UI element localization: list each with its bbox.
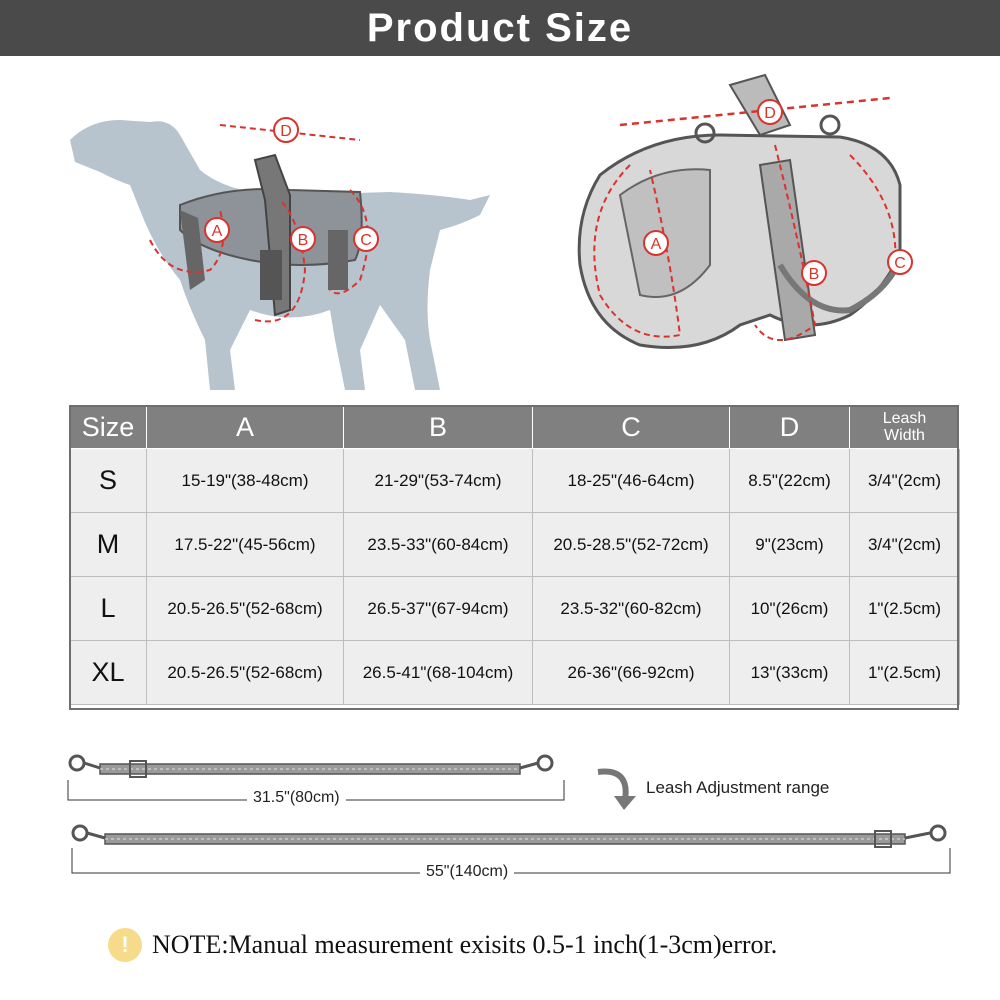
marker-d-right: D	[764, 105, 776, 122]
header-leash-line2: Width	[884, 427, 925, 444]
table-row	[70, 641, 960, 705]
header-leash-line1: Leash	[882, 410, 927, 427]
marker-b-left: B	[297, 232, 309, 249]
warning-icon: !	[108, 928, 142, 962]
c-cell: 23.5-32"(60-82cm)	[533, 577, 730, 641]
short-leash-length: 31.5"(80cm)	[247, 789, 346, 807]
header-b: B	[344, 406, 533, 449]
table-row	[70, 577, 960, 641]
header-size: Size	[70, 406, 147, 449]
width-cell: 3/4"(2cm)	[850, 449, 960, 513]
b-cell: 23.5-33"(60-84cm)	[344, 513, 533, 577]
d-cell: 8.5"(22cm)	[730, 449, 850, 513]
c-cell: 26-36"(66-92cm)	[533, 641, 730, 705]
width-cell: 3/4"(2cm)	[850, 513, 960, 577]
width-cell: 1"(2.5cm)	[850, 577, 960, 641]
width-cell: 1"(2.5cm)	[850, 641, 960, 705]
a-cell: 20.5-26.5"(52-68cm)	[147, 577, 344, 641]
size-cell: M	[70, 513, 147, 577]
table-row	[70, 513, 960, 577]
dog-harness-illustration	[60, 100, 500, 400]
size-cell: L	[70, 577, 147, 641]
harness-illustration	[560, 65, 940, 385]
d-cell: 9"(23cm)	[730, 513, 850, 577]
leash-illustration	[0, 730, 1000, 900]
header-c: C	[533, 406, 730, 449]
c-cell: 18-25"(46-64cm)	[533, 449, 730, 513]
marker-c-left: C	[360, 232, 372, 249]
table-row	[70, 449, 960, 513]
d-cell: 10"(26cm)	[730, 577, 850, 641]
b-cell: 21-29"(53-74cm)	[344, 449, 533, 513]
a-cell: 15-19"(38-48cm)	[147, 449, 344, 513]
header-d: D	[730, 406, 850, 449]
table-header-row	[70, 406, 960, 449]
leash-adjustment-label: Leash Adjustment range	[646, 778, 830, 797]
d-cell: 13"(33cm)	[730, 641, 850, 705]
marker-a-right: A	[650, 236, 662, 253]
marker-d-left: D	[280, 123, 292, 140]
curved-arrow-icon	[598, 772, 626, 800]
size-cell: XL	[70, 641, 147, 705]
header-a: A	[147, 406, 344, 449]
header-banner	[0, 0, 1000, 56]
marker-c-right: C	[894, 255, 906, 272]
page-title: Product Size	[366, 5, 634, 50]
a-cell: 20.5-26.5"(52-68cm)	[147, 641, 344, 705]
long-leash-length: 55"(140cm)	[420, 863, 514, 881]
b-cell: 26.5-41"(68-104cm)	[344, 641, 533, 705]
header-leash-width	[850, 406, 960, 449]
marker-a-left: A	[211, 223, 223, 240]
c-cell: 20.5-28.5"(52-72cm)	[533, 513, 730, 577]
note	[108, 928, 777, 962]
note-text: NOTE:Manual measurement exisits 0.5-1 inch(1-3cm)error.	[152, 930, 778, 959]
b-cell: 26.5-37"(67-94cm)	[344, 577, 533, 641]
marker-b-right: B	[808, 266, 820, 283]
a-cell: 17.5-22"(45-56cm)	[147, 513, 344, 577]
size-cell: S	[70, 449, 147, 513]
size-table	[69, 405, 960, 705]
